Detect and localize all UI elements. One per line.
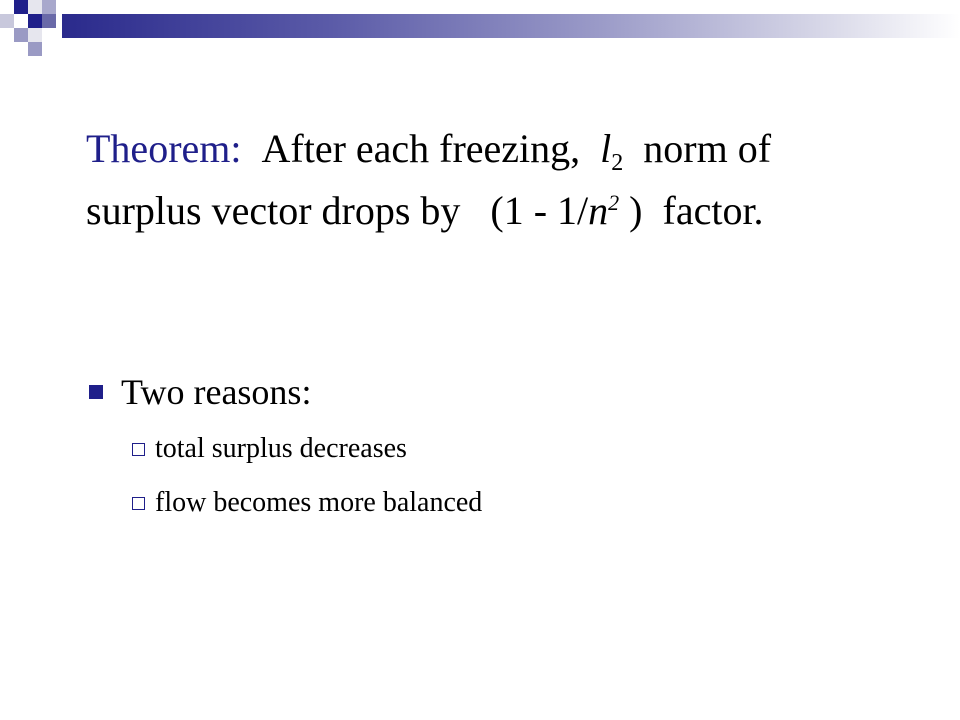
theorem-label: Theorem: [86,126,242,171]
sub-bullet-item [132,476,886,530]
theorem-text: norm of [643,126,772,171]
deco-square [28,28,42,42]
header-gradient-bar [62,14,960,38]
theorem-statement [86,118,906,242]
theorem-text: factor. [662,188,764,233]
deco-square [28,42,42,56]
deco-square [42,0,56,14]
deco-square [28,14,42,28]
theorem-text: surplus vector drops by [86,188,461,233]
square-bullet-icon [89,385,103,399]
formula-suffix: ) [629,188,643,233]
deco-square [14,28,28,42]
slide-header-decoration [0,0,960,60]
hollow-square-bullet-icon [132,497,145,510]
sub-bullet-text: total surplus decreases [155,433,407,464]
formula-variable: n [588,188,609,233]
bullet-list [86,368,886,530]
formula-prefix: (1 - 1/ [490,188,589,233]
norm-symbol: l [600,126,612,171]
hollow-square-bullet-icon [132,443,145,456]
sub-bullet-text: flow becomes more balanced [155,487,483,518]
theorem-text: After each freezing, [261,126,581,171]
deco-square [0,14,14,28]
bullet-text: Two reasons: [121,372,312,412]
deco-square [28,0,42,14]
sub-bullet-item [132,422,886,476]
theorem-line-2 [86,180,906,242]
deco-square [14,0,28,14]
deco-square [42,14,56,28]
bullet-item [86,368,886,416]
deco-square [14,14,28,28]
theorem-line-1 [86,118,906,180]
norm-subscript: 2 [611,150,624,176]
formula-exponent: 2 [608,190,620,215]
